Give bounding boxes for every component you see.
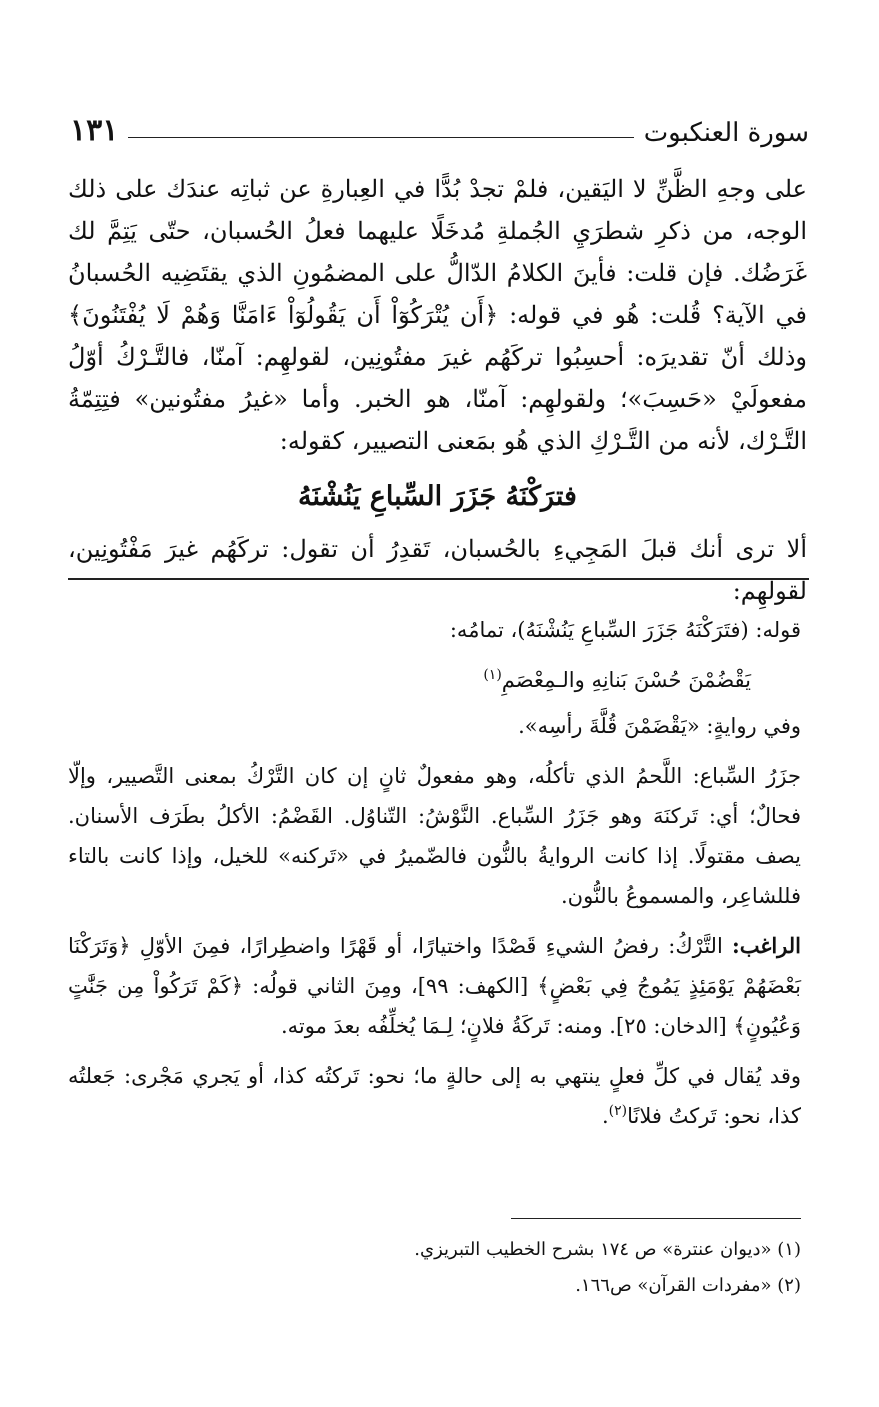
footnote-2: (٢) «مفردات القرآن» ص١٦٦. [575, 1275, 801, 1296]
riwaya-line: وفي روايةٍ: «يَقْضَمْنَ قُلَّةَ رأسِه». [518, 714, 801, 738]
text-commentary-divider [68, 578, 809, 580]
footnote-marker-2[interactable]: (٢) [608, 1103, 628, 1119]
footnotes [68, 1232, 801, 1304]
commentary-section [68, 610, 801, 1146]
running-header [70, 108, 809, 148]
quoted-verse [68, 660, 801, 700]
page-number: ١٣١ [70, 113, 119, 148]
quoted-verse-text: يَقْضُمْنَ حُسْنَ بَنانِهِ والـمِعْصَمِ [501, 668, 751, 692]
surah-title: سورة العنكبوت [643, 118, 809, 148]
raghib-label: الراغب: [731, 933, 801, 958]
raghib-text: التَّرْكُ: رفضُ الشيءِ قَصْدًا واختيارًا، أو قَهْرًا واضطِرارًا، فمِنَ الأوّلِ ﴿وَتَرَكْنَا بَعْضَهُمْ يَوْمَئِذٍ يَمُوجُ فِي بَعْضٍ﴾ [الكهف: ٩٩]، ومِنَ الثاني قولُه: ﴿كَمْ تَرَكُواْ مِن جَنَّٰتٍ وَعُيُونٍ﴾ [الدخان: ٢٥]. ومنه: تَركَةُ فلانٍ؛ لِـمَا يُخلِّفُه بعدَ موته. [68, 934, 801, 1038]
footnote-1: (١) «ديوان عنترة» ص ١٧٤ بشرح الخطيب التبريزي. [414, 1239, 801, 1260]
main-closing-line: ألا ترى أنك قبلَ المَجِيءِ بالحُسبان، تَقدِرُ أن تقول: تركَهُم غيرَ مَفْتُونِين، لقولهِم: [68, 535, 807, 605]
footnote-marker-1[interactable]: (١) [483, 667, 502, 683]
jazar-paragraph: جزَرُ السِّباع: اللَّحمُ الذي تأكلُه، وهو مفعولٌ ثانٍ إن كان التَّرْكُ بمعنى التَّصيير، وإلّا فحالٌ؛ أي: تَركنَهَ وهو جَزَرُ السِّباع. النَّوْشُ: التّناوُل. القَضْمُ: الأكلُ بطَرَف الأسنان. يصف مقتولًا. إذا كانت الروايةُ بالنُّون فالضّميرُ في «تَركنه» للخيل، وإذا كانت بالتاء فللشاعِر، والمسموعُ بالنُّون. [68, 764, 801, 908]
poetry-verse: فترَكْنَهُ جَزَرَ السِّباعِ يَنُشْنَهُ [298, 481, 577, 512]
final-paragraph [68, 1056, 801, 1136]
main-text [68, 168, 807, 612]
header-rule [128, 137, 633, 138]
raghib-paragraph [68, 926, 801, 1046]
final-paragraph-text: وقد يُقال في كلِّ فعلٍ ينتهي به إلى حالةٍ ما؛ نحو: تَركتُه كذا، أو يَجري مَجْرى: جَعلتُه كذا، نحو: تَركتُ فلانًا [68, 1064, 801, 1128]
final-paragraph-end: . [601, 1104, 609, 1128]
main-paragraph: على وجهِ الظَّنِّ لا اليَقين، فلمْ تجدْ بُدًّا في العِبارةِ عن ثباتِه عندَك على ذلك الوجه، من ذكرِ شطرَيِ الجُملةِ مُدخَلًا عليهما فعلُ الحُسبان، حتّى يَتِمَّ لك غَرَضُك. فإن قلت: فأينَ الكلامُ الدّالُّ على المضمُونِ الذي يقتَضِيه الحُسبانُ في الآية؟ قُلت: هُو في قوله: ﴿أَن يُتْرَكُوٓاْ أَن يَقُولُوٓاْ ءَامَنَّا وَهُمْ لَا يُفْتَنُونَ﴾ وذلك أنّ تقديرَه: أحسِبُوا تركَهُم غيرَ مفتُونِين، لقولهِم: آمنّا، فالتَّـرْكُ أوّلُ مفعولَيْ «حَسِبَ»؛ ولقولهِم: آمنّا، هو الخبر. وأما «غيرُ مفتُونين» فتِتِمّةُ التَّـرْك، لأنه من التَّـرْكِ الذي هُو بمَعنى التصيير، كقوله: [68, 175, 808, 455]
footnote-rule [511, 1218, 801, 1219]
commentary-intro: قوله: (فتَرَكْنَهُ جَزَرَ السِّباعِ يَنُشْنَهُ)، تمامُه: [449, 618, 801, 642]
